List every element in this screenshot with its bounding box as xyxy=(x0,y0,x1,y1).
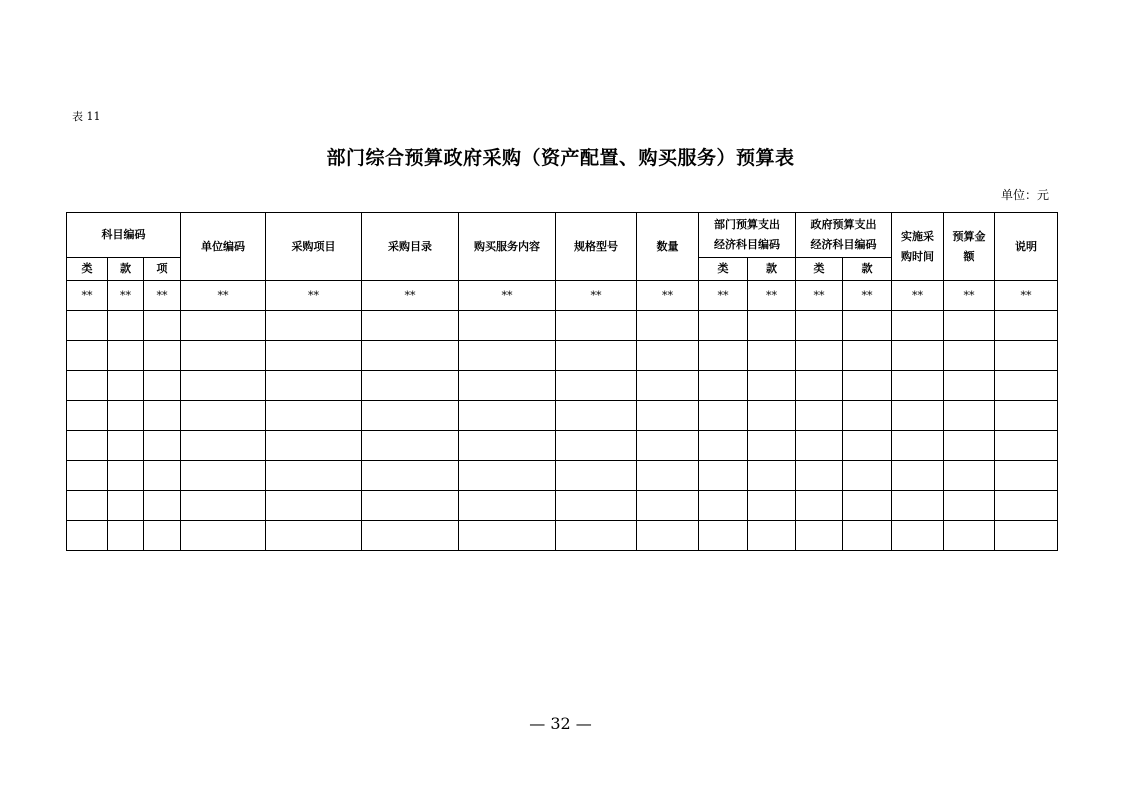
table-cell xyxy=(181,491,266,521)
table-cell xyxy=(748,431,796,461)
header-gov-kuan: 款 xyxy=(843,258,892,281)
marker-cell: ** xyxy=(266,281,362,311)
table-cell xyxy=(995,401,1058,431)
table-cell xyxy=(796,431,843,461)
table-cell xyxy=(699,311,748,341)
header-spec-model: 规格型号 xyxy=(556,213,637,281)
unit-label: 单位：元 xyxy=(1000,188,1049,202)
table-cell xyxy=(944,311,995,341)
table-cell xyxy=(944,521,995,551)
table-cell xyxy=(748,311,796,341)
table-cell xyxy=(266,371,362,401)
table-cell xyxy=(266,521,362,551)
table-cell xyxy=(699,491,748,521)
header-budget-amount: 预算金额 xyxy=(944,213,995,281)
table-cell xyxy=(181,371,266,401)
table-cell xyxy=(266,341,362,371)
table-cell xyxy=(748,521,796,551)
table-cell xyxy=(637,311,699,341)
table-cell xyxy=(459,431,556,461)
table-cell xyxy=(108,461,144,491)
marker-cell: ** xyxy=(637,281,699,311)
table-cell xyxy=(843,371,892,401)
header-impl-time: 实施采购时间 xyxy=(892,213,944,281)
table-cell xyxy=(556,521,637,551)
table-cell xyxy=(362,461,459,491)
table-cell xyxy=(944,461,995,491)
table-cell xyxy=(637,521,699,551)
table-cell xyxy=(67,311,108,341)
table-cell xyxy=(556,431,637,461)
table-cell xyxy=(843,431,892,461)
table-cell xyxy=(108,311,144,341)
table-cell xyxy=(556,371,637,401)
table-cell xyxy=(556,461,637,491)
table-cell xyxy=(556,341,637,371)
table-cell xyxy=(266,311,362,341)
table-cell xyxy=(181,521,266,551)
header-gov-lei: 类 xyxy=(796,258,843,281)
table-cell xyxy=(556,491,637,521)
table-cell xyxy=(637,461,699,491)
marker-cell: ** xyxy=(843,281,892,311)
table-cell xyxy=(748,401,796,431)
table-row xyxy=(67,401,1058,431)
table-cell xyxy=(796,521,843,551)
table-cell xyxy=(892,371,944,401)
table-cell xyxy=(67,341,108,371)
table-cell xyxy=(67,521,108,551)
marker-cell: ** xyxy=(796,281,843,311)
header-quantity: 数量 xyxy=(637,213,699,281)
table-cell xyxy=(108,341,144,371)
table-cell xyxy=(995,461,1058,491)
table-cell xyxy=(843,401,892,431)
table-cell xyxy=(459,521,556,551)
table-cell xyxy=(362,491,459,521)
table-cell xyxy=(944,341,995,371)
table-cell xyxy=(362,401,459,431)
table-cell xyxy=(556,311,637,341)
page-number: — 32 — xyxy=(529,714,592,733)
table-cell xyxy=(892,521,944,551)
page-title: 部门综合预算政府采购（资产配置、购买服务）预算表 xyxy=(326,147,795,169)
table-cell xyxy=(266,431,362,461)
table-cell xyxy=(995,311,1058,341)
table-cell xyxy=(699,341,748,371)
table-cell xyxy=(266,461,362,491)
marker-cell: ** xyxy=(892,281,944,311)
table-cell xyxy=(108,371,144,401)
table-cell xyxy=(67,371,108,401)
header-dept-lei: 类 xyxy=(699,258,748,281)
table-cell xyxy=(67,431,108,461)
header-dept-kuan: 款 xyxy=(748,258,796,281)
header-procurement-catalog: 采购目录 xyxy=(362,213,459,281)
table-cell xyxy=(362,341,459,371)
table-cell xyxy=(556,401,637,431)
table-cell xyxy=(181,401,266,431)
table-cell xyxy=(748,341,796,371)
table-cell xyxy=(67,401,108,431)
table-cell xyxy=(843,341,892,371)
table-number: 表 11 xyxy=(72,110,101,123)
table-cell xyxy=(459,461,556,491)
table-cell xyxy=(144,371,181,401)
header-remarks: 说明 xyxy=(995,213,1058,281)
table-cell xyxy=(459,401,556,431)
table-cell xyxy=(144,461,181,491)
table-cell xyxy=(748,491,796,521)
marker-cell: ** xyxy=(144,281,181,311)
table-cell xyxy=(637,431,699,461)
table-row xyxy=(67,491,1058,521)
marker-cell: ** xyxy=(108,281,144,311)
header-procurement-item: 采购项目 xyxy=(266,213,362,281)
table-cell xyxy=(181,341,266,371)
table-cell xyxy=(637,491,699,521)
table-cell xyxy=(637,341,699,371)
table-cell xyxy=(944,371,995,401)
table-cell xyxy=(67,491,108,521)
table-cell xyxy=(699,521,748,551)
table-cell xyxy=(748,461,796,491)
table-cell xyxy=(108,491,144,521)
table-row xyxy=(67,461,1058,491)
header-kuan: 款 xyxy=(108,258,144,281)
table-cell xyxy=(892,431,944,461)
table-cell xyxy=(995,371,1058,401)
budget-table xyxy=(66,212,1058,551)
table-cell xyxy=(181,311,266,341)
table-cell xyxy=(637,401,699,431)
table-cell xyxy=(144,311,181,341)
table-cell xyxy=(362,521,459,551)
table-cell xyxy=(843,521,892,551)
table-row xyxy=(67,311,1058,341)
table-cell xyxy=(699,461,748,491)
table-cell xyxy=(108,401,144,431)
header-lei: 类 xyxy=(67,258,108,281)
marker-cell: ** xyxy=(181,281,266,311)
table-cell xyxy=(459,371,556,401)
marker-cell: ** xyxy=(556,281,637,311)
header-dept-econ-code: 部门预算支出经济科目编码 xyxy=(699,213,796,258)
header-unit-code: 单位编码 xyxy=(181,213,266,281)
table-cell xyxy=(637,371,699,401)
table-cell xyxy=(144,431,181,461)
marker-cell: ** xyxy=(459,281,556,311)
table-cell xyxy=(699,431,748,461)
table-row xyxy=(67,341,1058,371)
table-cell xyxy=(944,491,995,521)
table-cell xyxy=(144,521,181,551)
table-cell xyxy=(995,491,1058,521)
table-cell xyxy=(144,401,181,431)
header-xiang: 项 xyxy=(144,258,181,281)
table-cell xyxy=(459,491,556,521)
table-cell xyxy=(699,371,748,401)
table-cell xyxy=(181,431,266,461)
table-cell xyxy=(796,311,843,341)
table-row xyxy=(67,431,1058,461)
table-row xyxy=(67,521,1058,551)
table-cell xyxy=(892,401,944,431)
table-cell xyxy=(144,491,181,521)
table-cell xyxy=(892,311,944,341)
table-cell xyxy=(796,341,843,371)
marker-cell: ** xyxy=(67,281,108,311)
table-cell xyxy=(796,371,843,401)
table-cell xyxy=(108,431,144,461)
header-gov-econ-code: 政府预算支出经济科目编码 xyxy=(796,213,892,258)
marker-row xyxy=(67,281,1058,311)
marker-cell: ** xyxy=(944,281,995,311)
table-cell xyxy=(995,521,1058,551)
table-cell xyxy=(995,431,1058,461)
table-cell xyxy=(796,491,843,521)
table-cell xyxy=(796,461,843,491)
table-cell xyxy=(944,431,995,461)
table-cell xyxy=(362,371,459,401)
table-cell xyxy=(843,311,892,341)
marker-cell: ** xyxy=(748,281,796,311)
table-cell xyxy=(362,431,459,461)
table-row xyxy=(67,371,1058,401)
table-cell xyxy=(144,341,181,371)
table-cell xyxy=(362,311,459,341)
header-service-content: 购买服务内容 xyxy=(459,213,556,281)
table-cell xyxy=(266,491,362,521)
table-cell xyxy=(796,401,843,431)
table-cell xyxy=(459,341,556,371)
table-cell xyxy=(67,461,108,491)
marker-cell: ** xyxy=(699,281,748,311)
table-cell xyxy=(892,491,944,521)
table-cell xyxy=(843,461,892,491)
table-cell xyxy=(995,341,1058,371)
marker-cell: ** xyxy=(362,281,459,311)
table-cell xyxy=(843,491,892,521)
marker-cell: ** xyxy=(995,281,1058,311)
table-cell xyxy=(892,341,944,371)
table-cell xyxy=(892,461,944,491)
table-cell xyxy=(459,311,556,341)
table-cell xyxy=(699,401,748,431)
header-subject-code: 科目编码 xyxy=(67,213,181,258)
table-cell xyxy=(181,461,266,491)
table-cell xyxy=(266,401,362,431)
table-cell xyxy=(108,521,144,551)
table-cell xyxy=(944,401,995,431)
table-cell xyxy=(748,371,796,401)
